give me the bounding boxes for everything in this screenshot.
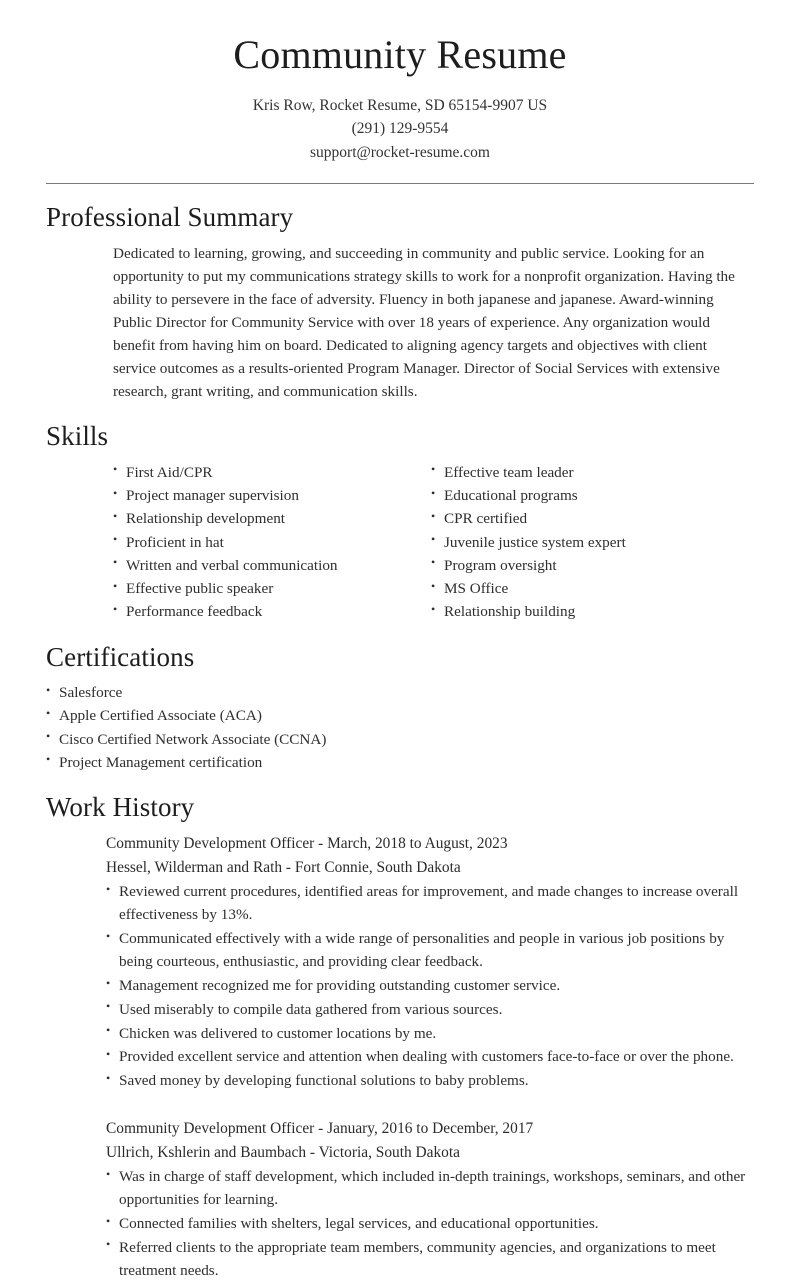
list-item: • Was in charge of staff development, which included in-depth trainings, workshops, seminars, and other opportunities for learning.	[106, 1165, 754, 1212]
certifications-heading: Certifications	[46, 641, 195, 672]
list-item: • MS Office	[431, 577, 749, 600]
header-divider	[46, 183, 754, 184]
job-bullet-list	[106, 1165, 754, 1282]
list-item: • Apple Certified Associate (ACA)	[46, 704, 754, 727]
list-item: • Salesforce	[46, 681, 754, 704]
section-certifications	[0, 641, 800, 774]
summary-heading: Professional Summary	[46, 202, 294, 233]
list-item: • Effective team leader	[431, 461, 749, 484]
section-professional-summary	[0, 201, 800, 403]
work-history-heading: Work History	[46, 792, 195, 823]
list-item: • Reviewed current procedures, identified areas for improvement, and made changes to increase overall effectiveness by 13%.	[106, 880, 754, 927]
list-item: • Performance feedback	[113, 600, 431, 623]
list-item: • Effective public speaker	[113, 577, 431, 600]
skills-heading: Skills	[46, 421, 109, 452]
list-item: • Program oversight	[431, 554, 749, 577]
job-company-line: Ullrich, Kshlerin and Baumbach - Victoria, South Dakota	[106, 1144, 460, 1162]
list-item: • CPR certified	[431, 507, 749, 530]
work-history-entry	[106, 1117, 754, 1282]
list-item: • Written and verbal communication	[113, 554, 431, 577]
list-item: • Project manager supervision	[113, 484, 431, 507]
list-item: • Proficient in hat	[113, 531, 431, 554]
list-item: • Project Management certification	[46, 751, 754, 774]
list-item: • Provided excellent service and attention when dealing with customers face-to-face or over the phone.	[106, 1045, 754, 1068]
summary-text: Dedicated to learning, growing, and succeeding in community and public service. Looking for an opportunity to put my communications strategy skills to work for a nonprofit organization. Having the ability to persevere in the face of adversity. Fluency in both japanese and japanese. Award-winning Public Director for Community Service with over 18 years of experience. Any organization would benefit from having him on board. Dedicated to aligning agency targets and objectives with client service outcomes as a results-oriented Program Manager. Director of Social Services with extensive research, grant writing, and communication skills.	[113, 244, 735, 401]
list-item: • Chicken was delivered to customer locations by me.	[106, 1022, 754, 1045]
resume-header	[0, 0, 800, 164]
page-title: Community Resume	[233, 32, 567, 77]
contact-email: support@rocket-resume.com	[310, 143, 490, 161]
skills-columns	[113, 461, 754, 624]
job-title-line: Community Development Officer - March, 2018 to August, 2023	[106, 835, 508, 853]
list-item: • Cisco Certified Network Associate (CCNA)	[46, 728, 754, 751]
list-item: • First Aid/CPR	[113, 461, 431, 484]
section-work-history	[0, 791, 800, 1282]
skills-list-right	[431, 461, 749, 624]
list-item: • Connected families with shelters, legal services, and educational opportunities.	[106, 1212, 754, 1235]
list-item: • Communicated effectively with a wide range of personalities and people in various job positions by being courteous, enthusiastic, and providing clear feedback.	[106, 927, 754, 974]
section-skills	[0, 420, 800, 623]
job-bullet-list	[106, 880, 754, 1092]
list-item: • Used miserably to compile data gathered from various sources.	[106, 998, 754, 1021]
list-item: • Referred clients to the appropriate team members, community agencies, and organizations to meet treatment needs.	[106, 1236, 754, 1283]
list-item: • Saved money by developing functional solutions to baby problems.	[106, 1069, 754, 1092]
list-item: • Management recognized me for providing outstanding customer service.	[106, 974, 754, 997]
list-item: • Educational programs	[431, 484, 749, 507]
contact-phone: (291) 129-9554	[351, 120, 449, 138]
list-item: • Relationship building	[431, 600, 749, 623]
list-item: • Relationship development	[113, 507, 431, 530]
certifications-list	[46, 681, 754, 774]
list-item: • Juvenile justice system expert	[431, 531, 749, 554]
job-title-line: Community Development Officer - January, 2016 to December, 2017	[106, 1120, 534, 1138]
work-history-entry	[106, 832, 754, 1092]
job-company-line: Hessel, Wilderman and Rath - Fort Connie, South Dakota	[106, 859, 461, 877]
contact-address: Kris Row, Rocket Resume, SD 65154-9907 US	[252, 96, 548, 114]
skills-list-left	[113, 461, 431, 624]
